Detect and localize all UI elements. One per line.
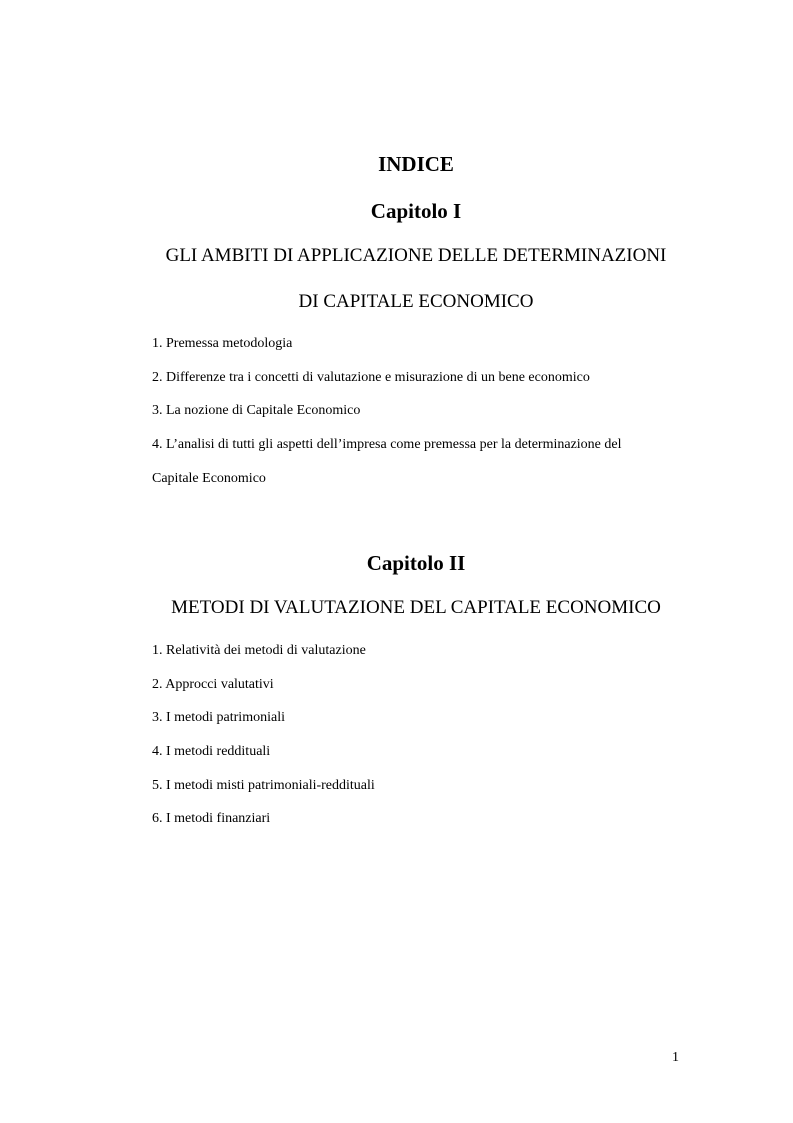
chapter-2-title-line-1: METODI DI VALUTAZIONE DEL CAPITALE ECONOMICO — [171, 597, 661, 618]
chapter-1-item-4-continued: Capitale Economico — [152, 471, 266, 486]
chapter-1-title-line-1: GLI AMBITI DI APPLICAZIONE DELLE DETERMINAZIONI — [165, 245, 667, 266]
chapter-2-item-4: 4. I metodi reddituali — [152, 744, 271, 759]
chapter-1-label: Capitolo I — [370, 199, 462, 223]
chapter-1-item-2: 2. Differenze tra i concetti di valutazione e misurazione di un bene economico — [152, 370, 590, 385]
chapter-2-item-1: 1. Relatività dei metodi di valutazione — [152, 643, 366, 658]
page-number: 1 — [672, 1050, 679, 1065]
chapter-2-item-5: 5. I metodi misti patrimoniali-reddituali — [152, 778, 375, 793]
chapter-2-item-6: 6. I metodi finanziari — [152, 811, 271, 826]
chapter-1-item-4: 4. L’analisi di tutti gli aspetti dell’impresa come premessa per la determinazione del — [152, 437, 622, 452]
document-title: INDICE — [378, 152, 454, 176]
chapter-2-label: Capitolo II — [366, 551, 466, 575]
chapter-2-item-3: 3. I metodi patrimoniali — [152, 710, 285, 725]
chapter-2-item-2: 2. Approcci valutativi — [152, 677, 274, 692]
chapter-1-item-3: 3. La nozione di Capitale Economico — [152, 403, 361, 418]
chapter-1-title-line-2: DI CAPITALE ECONOMICO — [298, 291, 534, 312]
chapter-1-item-1: 1. Premessa metodologia — [152, 336, 293, 351]
